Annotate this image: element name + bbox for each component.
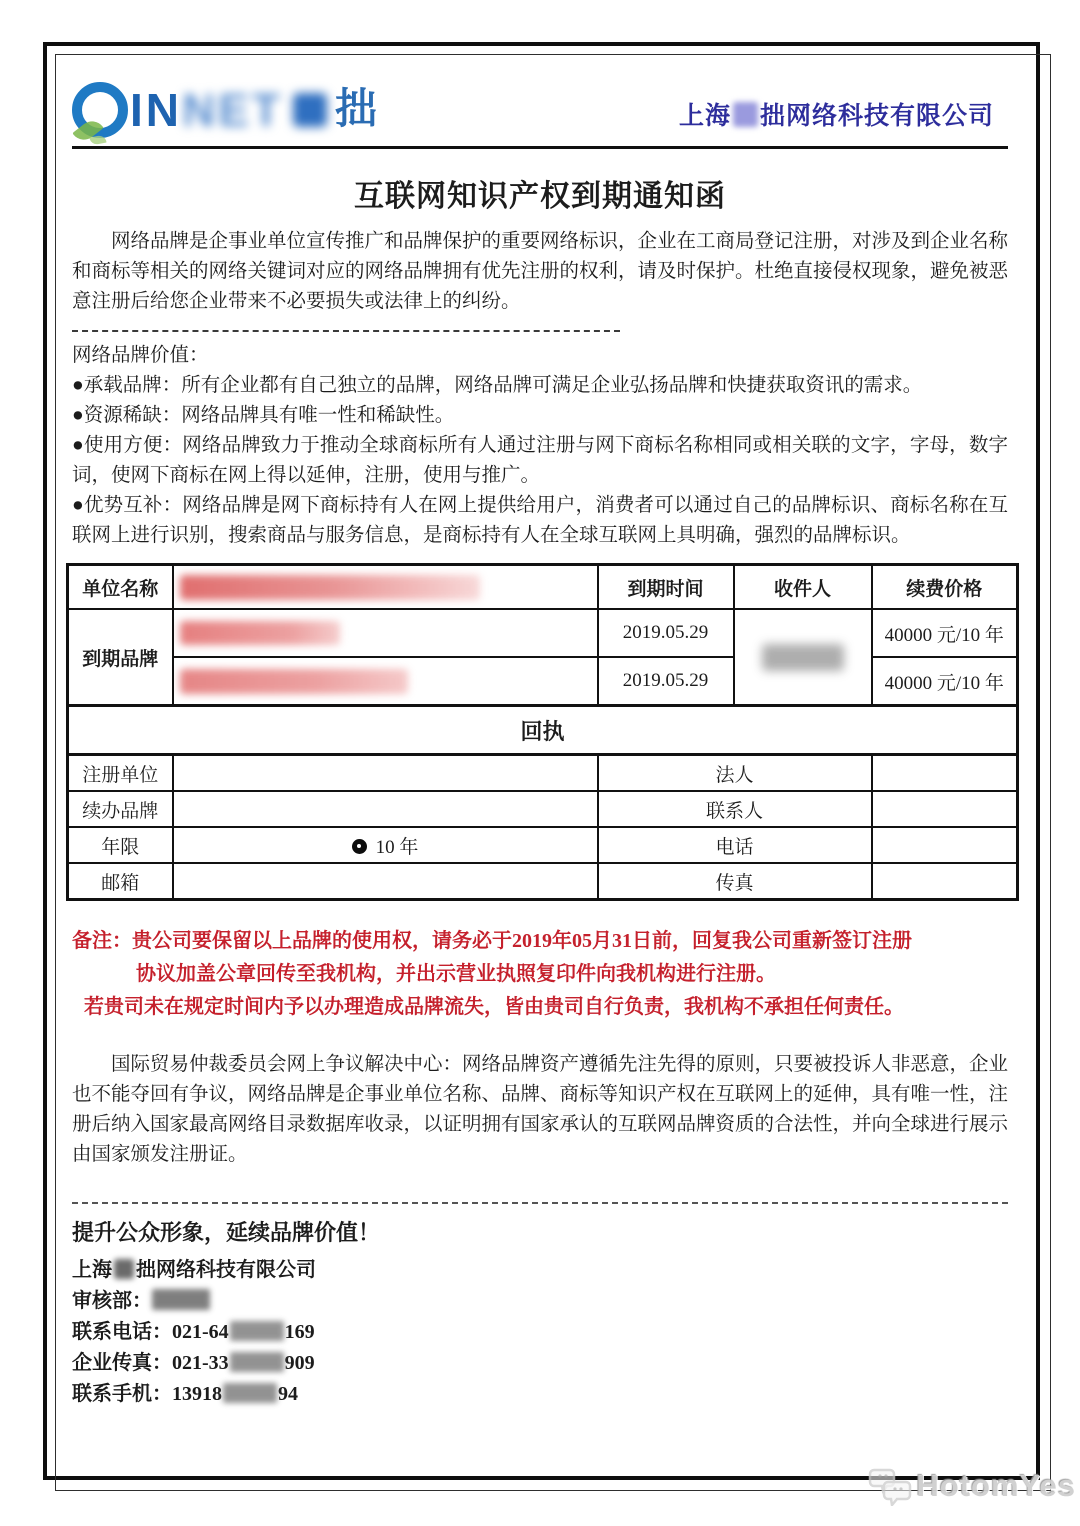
- brand-2-cell: [173, 657, 598, 706]
- receipt-header-row: [68, 706, 1018, 755]
- redacted-brand-2: [180, 669, 408, 694]
- review-dept-line: [72, 1286, 1008, 1317]
- email-input: [173, 863, 598, 900]
- unit-name-label: 单位名称: [68, 565, 173, 610]
- brand-row-2: [68, 657, 1018, 706]
- company-logo: [72, 78, 377, 142]
- expire-date-1: 2019.05.29: [598, 609, 734, 657]
- bullet-carry-brand: ●承载品牌：所有企业都有自己独立的品牌，网络品牌可满足企业弘扬品牌和快捷获取资讯的需求。: [72, 375, 923, 396]
- receipt-row-1: [68, 755, 1018, 792]
- company-name-suffix: 拙网络科技有限公司: [759, 103, 994, 130]
- price-1: 40000 元/10 年: [872, 609, 1018, 657]
- footer-slogan: 提升公众形象，延续品牌价值！: [72, 1220, 381, 1245]
- dashed-separator: [72, 330, 620, 332]
- notice-line-2: 协议加盖公章回传至我机构，并出示营业执照复印件向我机构进行注册。: [136, 963, 776, 985]
- watermark-text: HotomYes: [916, 1468, 1076, 1503]
- legal-person-label: 法人: [598, 755, 872, 792]
- bullet-advantage: ●优势互补：网络品牌是网下商标持有人在网上提供给用户，消费者可以通过自己的品牌标识、商标名称在互联网上进行识别，搜索商品与服务信息，是商标持有人在全球互联网上具明确，强烈的品牌标识。: [72, 495, 1008, 546]
- years-cell: [173, 827, 598, 863]
- phone-input: [872, 827, 1018, 863]
- contact-mobile-label: 联系手机：: [72, 1383, 172, 1405]
- redacted-recipient: [762, 644, 844, 671]
- bullet-scarce-resource: ●资源稀缺：网络品牌具有唯一性和稀缺性。: [72, 405, 455, 426]
- expire-date-2: 2019.05.29: [598, 657, 734, 706]
- watermark: [868, 1466, 1076, 1506]
- phone-label: 电话: [598, 827, 872, 863]
- company-name-prefix: 上海: [678, 103, 731, 130]
- company-fax-label: 企业传真：: [72, 1352, 172, 1374]
- recipient-cell: [734, 609, 872, 706]
- intro-paragraph: 网络品牌是企事业单位宣传推广和品牌保护的重要网络标识，企业在工商局登记注册，对涉及到企业名称和商标等相关的网络关键词对应的网络品牌拥有优先注册的权利，请及时保护。杜绝直接侵权现象，避免被恶意注册后给您企业带来不必要损失或法律上的纠纷。: [72, 231, 1009, 312]
- company-fax-prefix: 021-33: [172, 1352, 229, 1374]
- redacted-mobile-digits: [223, 1383, 277, 1403]
- fax-label: 传真: [598, 863, 872, 900]
- expire-time-label: 到期时间: [598, 565, 734, 610]
- register-unit-label: 注册单位: [68, 755, 173, 792]
- footer-dashed-separator: [72, 1202, 1008, 1204]
- redacted-company-char: [733, 102, 758, 127]
- expiring-brand-label: 到期品牌: [68, 609, 173, 706]
- years-value: 10 年: [375, 836, 419, 858]
- footer-company-suffix: 拙网络科技有限公司: [136, 1259, 316, 1281]
- register-unit-input: [173, 755, 598, 792]
- leaf-small-icon: [89, 135, 106, 146]
- email-label: 邮箱: [68, 863, 173, 900]
- brand-1-cell: [173, 609, 598, 657]
- expiry-table: [66, 563, 1019, 901]
- logo-square-redacted: [293, 93, 327, 127]
- bullet-easy-use: ●使用方便：网络品牌致力于推动全球商标所有人通过注册与网下商标名称相同或相关联的文字，字母，数字词，使网下商标在网上得以延伸，注册，使用与推广。: [72, 435, 1008, 486]
- redacted-phone-digits: [230, 1321, 284, 1341]
- legal-person-input: [872, 755, 1018, 792]
- company-fax-suffix: 909: [284, 1352, 315, 1374]
- redacted-brand-1: [180, 621, 340, 645]
- receipt-row-4: [68, 863, 1018, 900]
- contact-phone-suffix: 169: [284, 1321, 315, 1343]
- redacted-footer-company-char: [114, 1259, 134, 1279]
- chat-bubble-icon: [868, 1466, 914, 1506]
- receipt-row-2: [68, 791, 1018, 827]
- years-label: 年限: [68, 827, 173, 863]
- redacted-reviewer-name: [152, 1289, 210, 1310]
- contact-phone-label: 联系电话：: [72, 1321, 172, 1343]
- receipt-row-3: [68, 827, 1018, 863]
- contact-person-label: 联系人: [598, 791, 872, 827]
- brand-row-1: [68, 609, 1018, 657]
- letterhead: [72, 58, 1008, 142]
- contact-mobile-prefix: 13918: [172, 1383, 222, 1405]
- footer-company-line: [72, 1255, 1008, 1286]
- price-2: 40000 元/10 年: [872, 657, 1018, 706]
- notice-line-3: 若贵司未在规定时间内予以办理造成品牌流失，皆由贵司自行负责，我机构不承担任何责任。: [84, 996, 904, 1018]
- logo-q-icon: [72, 82, 128, 138]
- company-name-header: [679, 96, 1008, 142]
- contact-mobile-suffix: 94: [278, 1383, 298, 1405]
- renewal-price-label: 续费价格: [872, 565, 1018, 610]
- brand-value-section: [72, 341, 1008, 551]
- fax-input: [872, 863, 1018, 900]
- receipt-title: 回执: [68, 706, 1018, 755]
- footer-company-prefix: 上海: [72, 1259, 112, 1281]
- company-fax-line: [72, 1348, 1008, 1379]
- redacted-unit-name: [180, 575, 480, 600]
- red-notice: [72, 925, 1008, 1024]
- contact-phone-prefix: 021-64: [172, 1321, 229, 1343]
- footer: [72, 1216, 1008, 1410]
- arbitration-paragraph: 国际贸易仲裁委员会网上争议解决中心：网络品牌资产遵循先注先得的原则，只要被投诉人非恶意，企业也不能夺回有争议，网络品牌是企事业单位名称、品牌、商标等知识产权在互联网上的延伸，具有唯一性，注册后纳入国家最高网络目录数据库收录，以证明拥有国家承认的互联网品牌资质的合法性，并向全球进行展示由国家颁发注册证。: [72, 1054, 1009, 1165]
- notice-line-1: 备注：贵公司要保留以上品牌的使用权，请务必于2019年05月31日前，回复我公司重新签订注册: [72, 930, 912, 952]
- table-header-row: [68, 565, 1018, 610]
- document-content: [72, 58, 1008, 1410]
- recipient-label: 收件人: [734, 565, 872, 610]
- redacted-fax-digits: [230, 1352, 284, 1372]
- renew-brand-input: [173, 791, 598, 827]
- header-divider: [72, 146, 1008, 149]
- document-title: 互联网知识产权到期通知函: [354, 180, 726, 213]
- radio-selected-icon: [352, 839, 367, 854]
- logo-cn-char: 拙: [335, 87, 378, 133]
- contact-mobile-line: [72, 1379, 1008, 1410]
- review-dept-label: 审核部：: [72, 1290, 152, 1312]
- contact-person-input: [872, 791, 1018, 827]
- brand-value-heading: 网络品牌价值：: [72, 345, 209, 366]
- logo-text-net-blurred: NET: [182, 84, 283, 136]
- logo-text-in: IN: [130, 84, 182, 136]
- renew-brand-label: 续办品牌: [68, 791, 173, 827]
- unit-name-cell: [173, 565, 598, 610]
- contact-phone-line: [72, 1317, 1008, 1348]
